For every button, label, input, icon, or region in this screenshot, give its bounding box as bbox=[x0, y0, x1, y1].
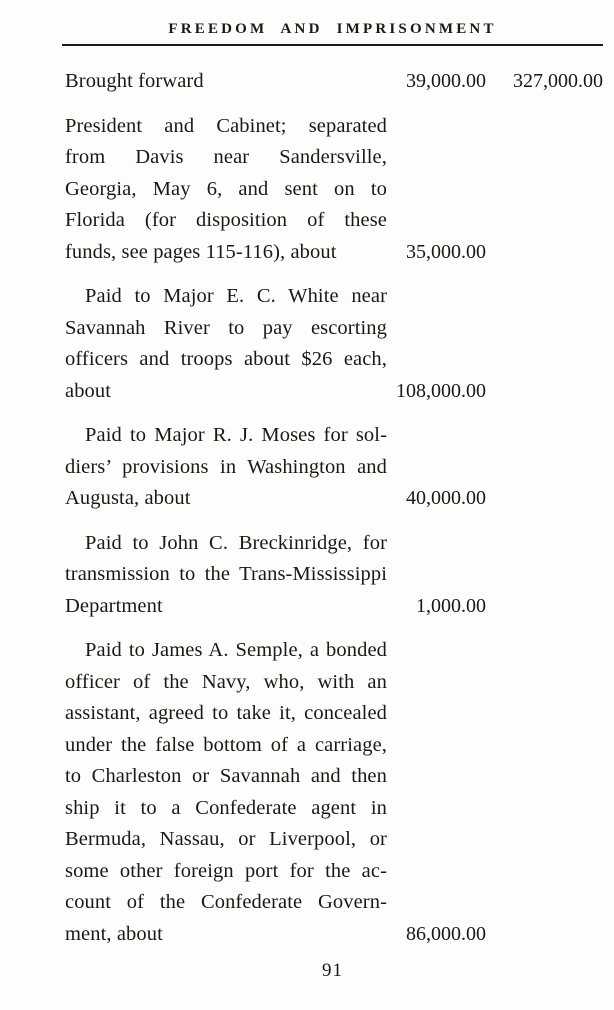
entry-carry-amount: 327,000.00 bbox=[513, 70, 603, 92]
entry-description bbox=[65, 111, 387, 269]
entry-line: President and Cabinet; separated bbox=[65, 114, 387, 137]
entry-amount: 108,000.00 bbox=[396, 379, 486, 402]
entry-amount: 1,000.00 bbox=[416, 594, 486, 617]
entry-line: officer of the Navy, who, with an bbox=[65, 670, 387, 693]
entry-line: from Davis near Sandersville, bbox=[65, 146, 387, 168]
entry-amount: 35,000.00 bbox=[406, 240, 486, 263]
entry-line: Brought forward bbox=[65, 70, 204, 92]
entry-line: about bbox=[65, 379, 112, 402]
entry-line: some other foreign port for the ac- bbox=[65, 859, 387, 882]
entry-line: count of the Confederate Govern- bbox=[65, 891, 387, 913]
entry-line: Department bbox=[65, 594, 163, 617]
page-number: 91 bbox=[322, 960, 343, 981]
entry-line: officers and troops about $26 each, bbox=[65, 348, 387, 370]
entry-amount: 40,000.00 bbox=[406, 487, 486, 509]
entry-line: transmission to the Trans-Mississippi bbox=[65, 563, 387, 585]
header-rule bbox=[62, 44, 603, 46]
entry-line: under the false bottom of a carriage, bbox=[65, 733, 387, 756]
entry-description bbox=[65, 66, 387, 98]
entry-line: Florida (for disposition of these bbox=[65, 209, 387, 231]
entry-description bbox=[65, 635, 387, 950]
entry-line: to Charleston or Savannah and then bbox=[65, 765, 387, 787]
ledger-entry bbox=[65, 281, 603, 407]
ledger bbox=[65, 66, 603, 963]
ledger-entry bbox=[65, 528, 603, 623]
running-head: FREEDOM AND IMPRISONMENT bbox=[168, 21, 497, 37]
entry-description bbox=[65, 281, 387, 407]
entry-line: Paid to James A. Semple, a bonded bbox=[85, 639, 387, 661]
entry-line: Paid to Major E. C. White near bbox=[85, 285, 387, 307]
entry-line: ship it to a Confederate agent in bbox=[65, 796, 387, 819]
entry-line: Savannah River to pay escorting bbox=[65, 316, 387, 339]
ledger-entry bbox=[65, 111, 603, 269]
entry-line: funds, see pages 115-116), about bbox=[65, 240, 337, 263]
entry-line: Augusta, about bbox=[65, 487, 191, 509]
entry-line: assistant, agreed to take it, concealed bbox=[65, 702, 387, 724]
entry-amount: 39,000.00 bbox=[406, 70, 486, 92]
entry-line: ment, about bbox=[65, 922, 163, 945]
entry-line: Georgia, May 6, and sent on to bbox=[65, 177, 387, 200]
entry-line: diers’ provisions in Washington and bbox=[65, 455, 387, 478]
entry-amount: 86,000.00 bbox=[406, 922, 486, 945]
entry-line: Paid to Major R. J. Moses for sol- bbox=[85, 424, 387, 446]
entry-description bbox=[65, 528, 387, 623]
entry-description bbox=[65, 420, 387, 515]
entry-line: Paid to John C. Breckinridge, for bbox=[85, 531, 387, 554]
ledger-entry bbox=[65, 420, 603, 515]
ledger-entry bbox=[65, 635, 603, 950]
ledger-entry bbox=[65, 66, 603, 98]
entry-line: Bermuda, Nassau, or Liverpool, or bbox=[65, 828, 387, 850]
